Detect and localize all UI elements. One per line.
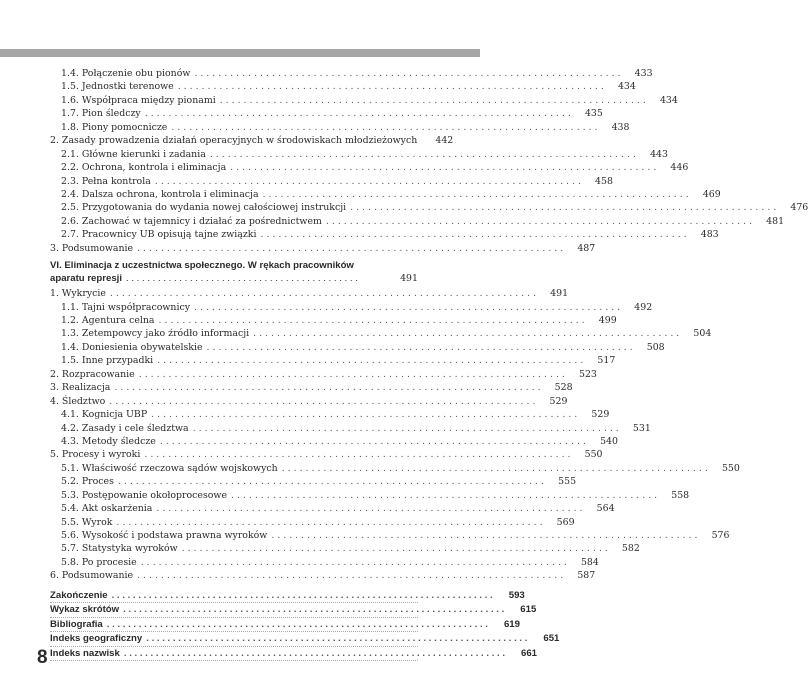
- toc-entry-title: 1.5. Inne przypadki: [61, 355, 154, 367]
- toc-entry[interactable]: [50, 569, 596, 582]
- toc-entry[interactable]: [50, 462, 740, 475]
- toc-entry-page: 492: [634, 301, 653, 313]
- toc-entry-title: 1.2. Agentura celna: [61, 315, 155, 326]
- toc-entry-page: 523: [578, 368, 597, 380]
- toc-entry[interactable]: [50, 502, 615, 515]
- toc-entry-title: 2.6. Zachować w tajemnicy i działać za pośrednictwem: [61, 215, 322, 227]
- dot-leader: [139, 368, 565, 381]
- toc-entry-page: 483: [700, 229, 719, 241]
- toc-entry-page: 550: [584, 449, 603, 461]
- toc-entry[interactable]: [50, 542, 640, 555]
- dot-leader: [124, 647, 505, 660]
- toc-entry[interactable]: [50, 134, 454, 147]
- toc-entry-page: 442: [435, 135, 454, 147]
- toc-entry-title: 4. Śledztwo: [50, 395, 106, 407]
- dot-leader: [230, 161, 656, 174]
- toc-entry-page: 587: [577, 570, 596, 582]
- toc-entry-title: 4.2. Zasady i cele śledztwa: [61, 422, 189, 434]
- toc-entry[interactable]: [50, 107, 603, 120]
- toc-entry-page: 661: [521, 647, 538, 659]
- toc-entry-page: 481: [766, 215, 785, 227]
- toc-entry-title: 5.8. Po procesie: [61, 556, 137, 568]
- toc-entry-page: 569: [556, 516, 575, 528]
- toc-entry[interactable]: [50, 94, 678, 107]
- toc-entry-page: 508: [646, 341, 665, 353]
- toc-entry-page: 476: [790, 202, 808, 214]
- toc-entry-title: Zakończenie: [50, 589, 108, 601]
- dot-leader: [220, 94, 646, 107]
- toc-entry[interactable]: [50, 381, 573, 394]
- toc-entry-title: 6. Podsumowanie: [50, 570, 134, 582]
- dot-leader: [231, 489, 657, 502]
- toc-entry-title: 5.6. Wysokość i podstawa prawna wyroków: [61, 530, 268, 541]
- toc-entry-page: 435: [584, 108, 603, 120]
- dot-leader: [116, 516, 542, 529]
- toc-entry-page: 651: [543, 633, 560, 645]
- chapter-heading[interactable]: [50, 259, 418, 285]
- dot-leader: [114, 381, 540, 394]
- toc-entry-title: 2.4. Dalsza ochrona, kontrola i eliminacja: [61, 188, 259, 200]
- toc-entry-title: 4.3. Metody śledcze: [61, 435, 156, 447]
- toc-entry-title: 3. Realizacja: [50, 382, 111, 394]
- toc-entry-title: 5.1. Właściwość rzeczowa sądów wojskowych: [61, 462, 278, 474]
- toc-entry-page: 438: [611, 121, 630, 133]
- toc-entry-title: 2.1. Główne kierunki i zadania: [61, 148, 206, 160]
- toc-entry[interactable]: [50, 175, 613, 188]
- toc-entry-title: 5. Procesy i wyroki: [50, 449, 141, 461]
- toc-entry[interactable]: [50, 121, 630, 134]
- toc-entry-title: 2. Rozpracowanie: [50, 368, 135, 380]
- toc-entry-page: 434: [617, 81, 636, 93]
- toc-entry[interactable]: [50, 516, 575, 529]
- toc-entry[interactable]: [50, 422, 651, 435]
- toc-entry-page: 458: [595, 175, 613, 187]
- toc-entry-page: 619: [503, 618, 520, 630]
- toc-entry-title: 2.5. Przygotowania do wydania nowej całościowej instrukcji: [61, 202, 347, 214]
- toc-entry-title: 2.2. Ochrona, kontrola i eliminacja: [61, 162, 227, 174]
- toc-entry-title: 5.5. Wyrok: [61, 516, 113, 528]
- dot-leader: [160, 435, 586, 448]
- dot-leader: [282, 462, 708, 475]
- toc-entry-title: 2. Zasady prowadzenia działań operacyjnych w środowiskach młodzieżowych: [50, 135, 418, 147]
- toc-entry[interactable]: [50, 201, 808, 214]
- dot-leader: [326, 215, 752, 228]
- dot-leader: [144, 448, 570, 461]
- toc-entry-title: 3. Podsumowanie: [50, 242, 134, 254]
- toc-entry[interactable]: [50, 368, 597, 381]
- toc-entry-page: 446: [670, 162, 689, 174]
- toc-entry[interactable]: [50, 618, 520, 632]
- toc-chapter-6: [50, 287, 740, 583]
- dot-leader: [350, 201, 776, 214]
- toc-entry-page: 576: [711, 530, 730, 541]
- toc-entry[interactable]: [50, 603, 537, 617]
- toc-entry-page: 531: [632, 422, 651, 434]
- toc-entry-title: 1.6. Współpraca między pionami: [61, 94, 216, 106]
- dot-leader: [210, 148, 636, 161]
- toc-entry-title: 4.1. Kognicja UBP: [61, 409, 148, 421]
- dot-leader: [151, 408, 577, 421]
- toc-entry[interactable]: [50, 215, 785, 228]
- dot-leader: [110, 287, 536, 300]
- toc-entry-title: 2.7. Pracownicy UB opisują tajne związki: [61, 229, 257, 241]
- toc-entry-page: 434: [659, 94, 678, 106]
- dot-leader: [271, 529, 697, 542]
- toc-entry-title: Bibliografia: [50, 618, 103, 630]
- toc-entry[interactable]: [50, 242, 596, 255]
- toc-entry-page: 564: [596, 503, 615, 515]
- toc-entry-title: 5.7. Statystyka wyroków: [61, 543, 178, 555]
- toc-entry-title: 2.3. Pełna kontrola: [61, 175, 151, 187]
- toc-entry[interactable]: [50, 632, 560, 646]
- toc-entry[interactable]: [50, 556, 599, 569]
- dot-leader: [126, 272, 386, 285]
- dot-leader: [107, 618, 488, 631]
- toc-entry[interactable]: [50, 301, 653, 314]
- dot-leader: [123, 603, 504, 616]
- toc-entry-title: 1. Wykrycie: [50, 288, 106, 300]
- toc-entry-page: 529: [549, 395, 568, 407]
- toc-entry[interactable]: [50, 395, 568, 408]
- toc-entry[interactable]: [50, 67, 653, 80]
- toc-entry-page: 487: [577, 242, 596, 254]
- chapter-title-line1: VI. Eliminacja z uczestnictwa społecznego. W rękach pracowników: [50, 260, 354, 272]
- dot-leader: [137, 242, 563, 255]
- toc-entry[interactable]: [50, 448, 603, 461]
- header-bar: [0, 49, 480, 57]
- toc-entry[interactable]: [50, 287, 569, 300]
- dot-leader: [145, 107, 571, 120]
- toc-entry[interactable]: [50, 314, 617, 327]
- dot-leader: [109, 395, 535, 408]
- toc-entry[interactable]: [50, 647, 538, 661]
- toc-entry-title: Indeks geograficzny: [50, 633, 143, 645]
- toc-entry-page: 550: [721, 462, 740, 474]
- dot-leader: [194, 301, 620, 314]
- toc-entry[interactable]: [50, 408, 610, 421]
- table-of-contents: [50, 67, 808, 661]
- toc-entry[interactable]: [50, 228, 719, 241]
- toc-entry[interactable]: [50, 80, 636, 93]
- dot-leader: [194, 67, 620, 80]
- toc-entry-title: 1.8. Piony pomocnicze: [61, 121, 168, 133]
- toc-entry-page: 558: [671, 489, 690, 501]
- dot-leader: [193, 422, 619, 435]
- toc-entry-page: 491: [550, 288, 569, 300]
- toc-entry-page: 584: [580, 556, 599, 568]
- toc-back-matter: [50, 589, 560, 661]
- dot-leader: [253, 327, 679, 340]
- dot-leader: [159, 314, 585, 327]
- dot-leader: [207, 341, 633, 354]
- toc-entry[interactable]: [50, 327, 712, 340]
- toc-entry[interactable]: [50, 354, 616, 367]
- dot-leader: [112, 589, 493, 602]
- dot-leader: [263, 188, 689, 201]
- toc-entry-page: 443: [650, 148, 668, 160]
- toc-entry[interactable]: [50, 341, 665, 354]
- toc-entry-title: 1.1. Tajni współpracownicy: [61, 301, 191, 313]
- toc-entry-title: 5.2. Proces: [61, 476, 114, 488]
- toc-entry-page: 517: [597, 355, 616, 367]
- toc-entry-page: 433: [634, 68, 653, 79]
- toc-entry-page: 555: [558, 476, 577, 488]
- dot-leader: [118, 475, 544, 488]
- toc-entry-title: 5.3. Postępowanie okołoprocesowe: [61, 489, 227, 501]
- toc-entry-page: 529: [591, 409, 610, 421]
- toc-entry-page: 540: [600, 435, 618, 447]
- toc-entry-title: 1.3. Zetempowcy jako źródło informacji: [61, 328, 250, 340]
- dot-leader: [155, 175, 581, 188]
- toc-entry[interactable]: [50, 148, 668, 161]
- toc-entry-title: 1.7. Pion śledczy: [61, 108, 141, 120]
- toc-entry[interactable]: [50, 529, 730, 542]
- dot-leader: [182, 542, 608, 555]
- dot-leader: [171, 121, 597, 134]
- toc-entry[interactable]: [50, 589, 525, 603]
- toc-section-5-end: [50, 67, 808, 255]
- toc-entry-page: 499: [598, 315, 617, 326]
- dot-leader: [260, 228, 686, 241]
- toc-entry-page: 504: [693, 328, 712, 340]
- chapter-page-number: 491: [400, 273, 418, 285]
- dot-leader: [157, 354, 583, 367]
- dot-leader: [137, 569, 563, 582]
- toc-entry-page: 469: [702, 188, 721, 200]
- page-number: 8: [37, 647, 48, 668]
- toc-entry-title: 1.4. Doniesienia obywatelskie: [61, 341, 203, 353]
- toc-entry-page: 582: [621, 543, 640, 555]
- dot-leader: [141, 556, 567, 569]
- chapter-title-line2: aparatu represji: [50, 273, 122, 285]
- toc-entry-title: Wykaz skrótów: [50, 604, 120, 616]
- toc-entry[interactable]: [50, 161, 689, 174]
- toc-entry-title: Indeks nazwisk: [50, 647, 120, 659]
- toc-entry-title: 1.4. Połączenie obu pionów: [61, 68, 191, 79]
- toc-entry[interactable]: [50, 489, 690, 502]
- toc-entry-title: 1.5. Jednostki terenowe: [61, 81, 174, 93]
- toc-entry[interactable]: [50, 475, 577, 488]
- toc-entry-title: 5.4. Akt oskarżenia: [61, 503, 153, 515]
- toc-entry[interactable]: [50, 435, 618, 448]
- toc-entry-page: 528: [554, 382, 573, 394]
- dot-leader: [156, 502, 582, 515]
- dot-leader: [178, 80, 604, 93]
- toc-entry[interactable]: [50, 188, 721, 201]
- toc-entry-page: 615: [520, 604, 537, 616]
- toc-entry-page: 593: [508, 589, 525, 601]
- dot-leader: [146, 632, 527, 645]
